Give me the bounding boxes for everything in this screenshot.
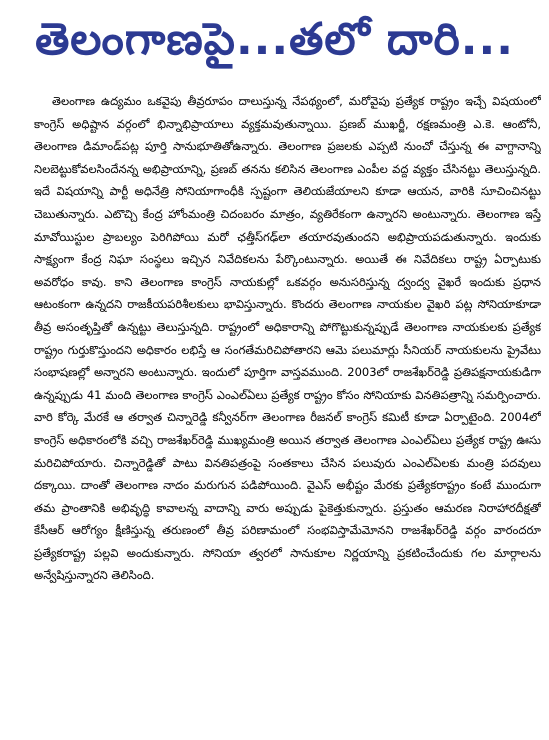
- headline: తెలంగాణపై...తలో దారి...: [35, 14, 514, 65]
- article-paragraph: తెలంగాణ ఉద్యమం ఒకవైపు తీవ్రరూపం దాలుస్తున్న నేపథ్యంలో, మరోవైపు ప్రత్యేక రాష్ట్రం ఇచ్చే విషయంలో కాంగ్రెస్ అధిష్టాన వర్గంలో భిన్నాభిప్రాయాలు వ్యక్తమవుతున్నాయి. ప్రణబ్ ముఖర్జీ, రక్షణమంత్రి ఎ.కె. ఆంటోనీ, తెలంగాణ డిమాండ్‌పట్ల పూర్తి సానుభూతితోఉన్నారు. తెలంగాణ ప్రజలకు ఎప్పటి నుంచో చేస్తున్న ఈ వాగ్దానాన్ని నిలబెట్టుకోవలసిందేనన్న అభిప్రాయాన్ని, ప్రణబ్ తనను కలిసిన తెలంగాణ ఎంపీల వద్ద వ్యక్తం చేసినట్టు తెలుస్తున్నది. ఇదే విషయాన్ని పార్టీ అధినేత్రి సోనియాగాంధీకి స్పష్టంగా తెలియజేయాలని కూడా ఆయన, వారికి సూచించినట్టు చెబుతున్నారు. ఎటొచ్చి కేంద్ర హోంమంత్రి చిదంబరం మాత్రం, వ్యతిరేకంగా ఉన్నారని అంటున్నారు. తెలంగాణ ఇస్తే మావోయిస్టుల ప్రాబల్యం పెరిగిపోయి మరో ఛత్తీస్‌గఢ్‌లా తయారవుతుందని అభిప్రాయపడుతున్నారు. ఇందుకు సాక్ష్యంగా కేంద్ర నిఘా సంస్థలు ఇచ్చిన నివేదికలను పేర్కొంటున్నారు. అయితే ఈ నివేదికలు రాష్ట్ర ఏర్పాటుకు అవరోధం కావు. కాని తెలంగాణ కాంగ్రెస్ నాయకుల్లో ఒకవర్గం అనుసరిస్తున్న ద్వంద్వ వైఖరే ఇందుకు ప్రధాన ఆటంకంగా ఉన్నదని రాజకీయపరిశీలకులు భావిస్తున్నారు. కొందరు తెలంగాణ నాయకుల వైఖరి పట్ల సోనియాకూడా తీవ్ర అసంతృప్తితో ఉన్నట్టు తెలుస్తున్నది. రాష్ట్రంలో అధికారాన్ని పోగొట్టుకున్నప్పుడే తెలంగాణ నాయకులకు ప్రత్యేక రాష్ట్రం గుర్తుకొస్తుందని అధికారం లభిస్తే ఆ సంగతేమరిచిపోతారని ఆమె పలుమార్లు సీనియర్ నాయకులను ప్రైవేటు సంభాషణల్లో అన్నారని అంటున్నారు. ఇందులో పూర్తిగా వాస్తవముంది. 2003లో రాజశేఖర్‌రెడ్డి ప్రతిపక్షనాయకుడిగా ఉన్నప్పుడు 41 మంది తెలంగాణ కాంగ్రెస్ ఎంఎల్‌ఏలు ప్రత్యేక రాష్ట్రం కోసం సోనియాకు వినతిపత్రాన్ని సమర్పించారు. వారి కోర్కె మేరకే ఆ తర్వాత చిన్నారెడ్డి కన్వీనర్‌గా తెలంగాణ రీజనల్ కాంగ్రెస్ కమిటీ కూడా ఏర్పాటైంది. 2004లో కాంగ్రెస్ అధికారంలోకి వచ్చి రాజశేఖర్‌రెడ్డి ముఖ్యమంత్రి అయిన తర్వాత తెలంగాణ ఎంఎల్‌ఏలు ప్రత్యేక రాష్ట్ర ఊసు మరిచిపోయారు. చిన్నారెడ్డితో పాటు వినతిపత్రంపై సంతకాలు చేసిన పలువురు ఎంఎల్‌ఏలకు మంత్రి పదవులు దక్కాయి. దాంతో తెలంగాణ నాదం మరుగున పడిపోయింది. వైఎస్ అభీష్టం మేరకు ప్రత్యేకరాష్ట్రం కంటే ముందుగా తమ ప్రాంతానికి అభివృద్ధి కావాలన్న వాదాన్ని వారు అప్పుడు పైకెత్తుకున్నారు. ప్రస్తుతం ఆమరణ నిరాహారదీక్షతో కేసీఆర్ ఆరోగ్యం క్షీణిస్తున్న తరుణంలో తీవ్ర పరిణామంలో సంభవిస్తామేమోనని రాజశేఖర్‌రెడ్డి వర్గం వారందరూ ప్రత్యేకరాష్ట్ర పల్లవి అందుకున్నారు. సోనియా త్వరలో సానుకూల నిర్ణయాన్ని ప్రకటించేందుకు గల మార్గాలను అన్వేషిస్తున్నారని తెలిసింది.: [34, 94, 541, 583]
- article-body: [34, 90, 541, 730]
